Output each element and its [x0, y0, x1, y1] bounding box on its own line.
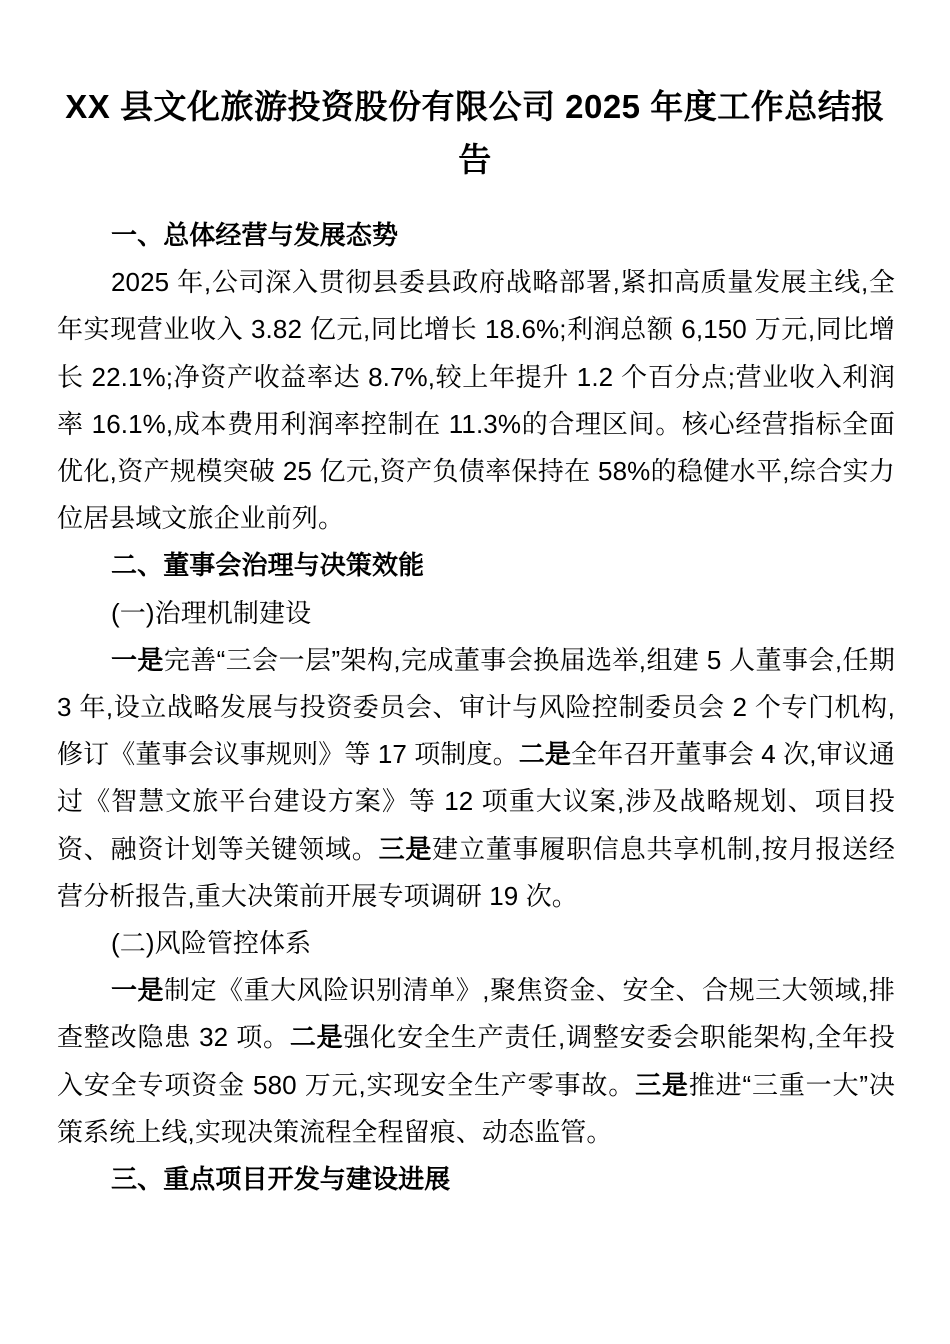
section-2-sub-1-para-run-3: 全年召开董事会 4 次,审议通过《智慧文旅平台建设方案》等 12 项重大议案,涉及战略规划、项目投资、融资计划等关键领域。: [57, 739, 895, 864]
section-2-sub-2-para-run-3: 强化安全生产责任,调整安委会职能架构,全年投入安全专项资金 580 万元,实现安全生产零事故。: [57, 1022, 896, 1100]
section-2-sub-1-para-run-0: 一是: [111, 644, 164, 675]
section-2-sub-1-para-run-1: 完善“三会一层”架构,完成董事会换届选举,组建 5 人董事会,任期 3 年,设立战略发展与投资委员会、审计与风险控制委员会 2 个专门机构,修订《董事会议事规则》等 17 项制度。: [57, 644, 895, 770]
section-2-sub-2-para-run-1: 制定《重大风险识别清单》,聚焦资金、安全、合规三大领域,排查整改隐患 32 项。: [57, 975, 895, 1053]
section-2-heading: 二、董事会治理与决策效能: [111, 550, 425, 581]
document-body: [57, 212, 895, 1203]
section-1-heading: 一、总体经营与发展态势: [111, 220, 399, 250]
section-3-heading: 三、重点项目开发与建设进展: [111, 1164, 451, 1195]
section-2-sub-1-heading: (一)治理机制建设: [111, 597, 312, 628]
section-2-sub-1-para-run-2: 二是: [518, 739, 572, 770]
section-2-sub-2-para-run-5: 推进“三重一大”决策系统上线,实现决策流程全程留痕、动态监管。: [57, 1069, 895, 1147]
section-2-sub-2-para-run-2: 二是: [289, 1022, 344, 1053]
page-title: XX 县文化旅游投资股份有限公司 2025 年度工作总结报告: [65, 88, 885, 179]
section-2-sub-1-para-run-4: 三是: [378, 833, 433, 864]
section-2-sub-1-para-run-5: 建立董事履职信息共享机制,按月报送经营分析报告,重大决策前开展专项调研 19 次。: [57, 833, 896, 911]
section-2-sub-1-para: [57, 637, 895, 920]
section-2-sub-2-para-run-0: 一是: [111, 975, 165, 1006]
section-1-para-1: 2025 年,公司深入贯彻县委县政府战略部署,紧扣高质量发展主线,全年实现营业收入 3.82 亿元,同比增长 18.6%;利润总额 6,150 万元,同比增长 22.1%;净资产收益率达 8.7%,较上年提升 1.2 个百分点;营业收入利润率 16.1%,成本费用利润率控制在 11.3%的合理区间。核心经营指标全面优化,资产规模突破 25 亿元,资产负债率保持在 58%的稳健水平,综合实力位居县域文旅企业前列。: [57, 267, 895, 534]
section-2-sub-2-para-run-4: 三是: [635, 1069, 689, 1100]
section-2-sub-2-para: [57, 967, 895, 1156]
section-2-sub-2-heading: (二)风险管控体系: [111, 928, 312, 959]
